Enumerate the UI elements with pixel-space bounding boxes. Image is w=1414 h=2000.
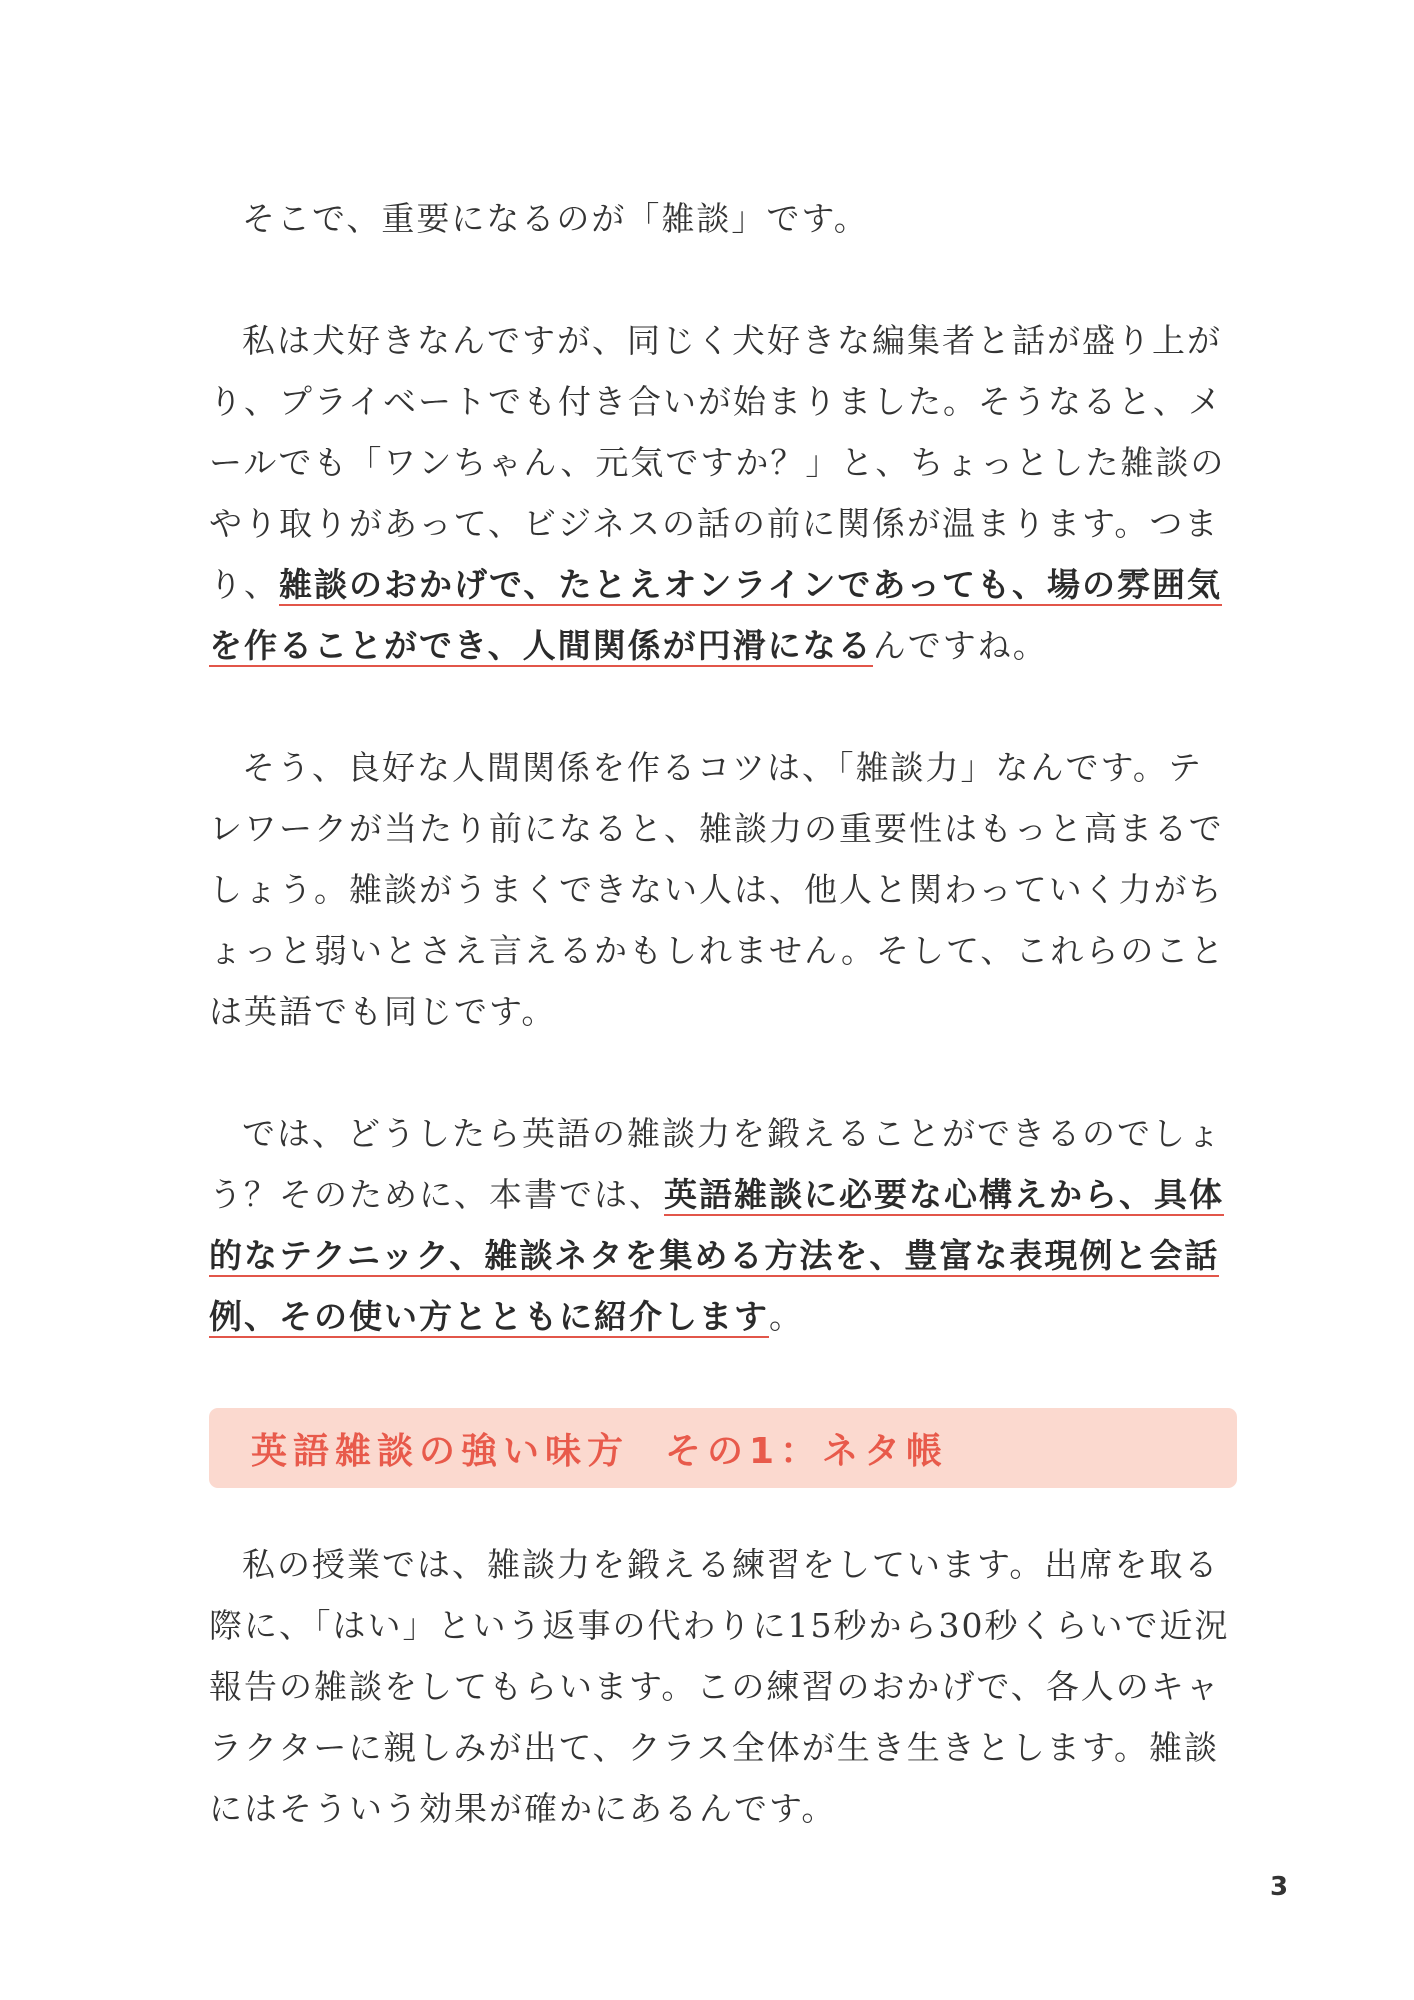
emphasis-underline: 雑談のおかげで、たとえオンラインであっても、場の雰囲気を作ることができ、人間関係が円滑になる — [209, 565, 1223, 665]
paragraph-dog-lover — [209, 310, 1237, 676]
page-number: 3 — [1270, 1872, 1289, 1902]
paragraph-intro: そこで、重要になるのが「雑談」です。 — [242, 199, 869, 238]
paragraph-book-intro — [209, 1103, 1237, 1347]
section-heading — [209, 1408, 1237, 1488]
section-heading-main: 英語雑談の強い味方 — [251, 1430, 630, 1472]
section-heading-sub: その1：ネタ帳 — [665, 1430, 949, 1472]
paragraph-text: んですね。 — [872, 626, 1048, 665]
page-body — [209, 188, 1237, 1839]
paragraph-text: 。 — [769, 1297, 804, 1336]
emphasis-underline: 英語雑談に必要な心構えから、具体的なテクニック、雑談ネタを集める方法を、豊富な表現例と会話例、その使い方とともに紹介します — [209, 1175, 1224, 1336]
paragraph-text: では、どうしたら英語の雑談力を鍛えることができるのでしょう？そのために、本書では、 — [209, 1114, 1222, 1214]
paragraph-text: 私は犬好きなんですが、同じく犬好きな編集者と話が盛り上がり、プライベートでも付き合いが始まりました。そうなると、メールでも「ワンちゃん、元気ですか？」と、ちょっとした雑談のやり取りがあって、ビジネスの話の前に関係が温まります。つまり、 — [209, 321, 1226, 604]
paragraph-class-practice: 私の授業では、雑談力を鍛える練習をしています。出席を取る際に、「はい」という返事の代わりに15秒から30秒くらいで近況報告の雑談をしてもらいます。この練習のおかげで、各人のキャラクターに親しみが出て、クラス全体が生き生きとします。雑談にはそういう効果が確かにあるんです。 — [209, 1545, 1230, 1828]
paragraph-chat-skill: そう、良好な人間関係を作るコツは、「雑談力」なんです。テレワークが当たり前になると、雑談力の重要性はもっと高まるでしょう。雑談がうまくできない人は、他人と関わっていく力がちょっと弱いとさえ言えるかもしれません。そして、これらのことは英語でも同じです。 — [209, 748, 1226, 1031]
